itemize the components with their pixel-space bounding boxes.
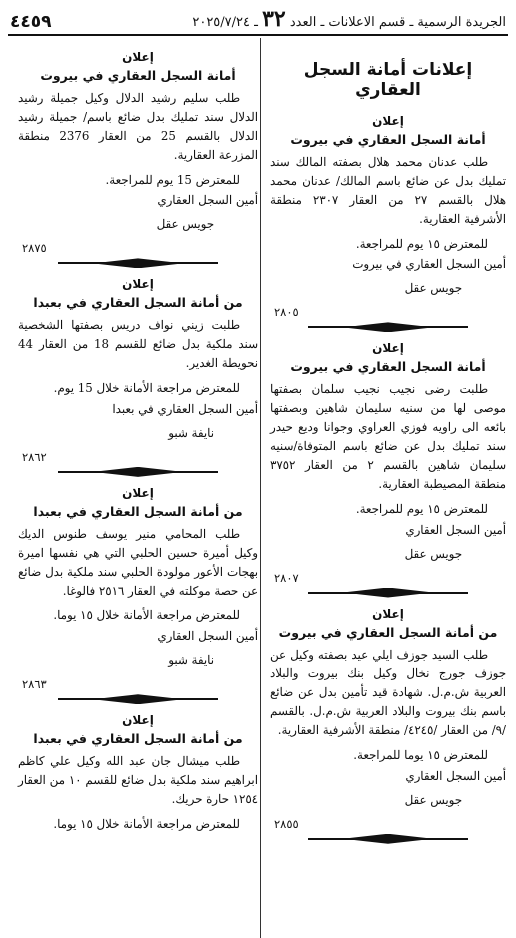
notice-body: طلبت رضى نجيب نجيب سلمان بصفتها موصى لها من سنيه سليمان شاهين وبصفتها بائعه الى راويه فوزي العراوي وجوانا وديع حيدر سند تمليك بدل عن ضائع باسم المتوفاة/سنيه سليمان شاهين بالقسم ٢ من العقار ٣٧٥٢ منطقة المصيطبة العقارية. bbox=[270, 382, 506, 491]
right-column bbox=[262, 38, 508, 843]
notice-body: طلبت زيني نواف دريس بصفتها الشخصية سند ملكية بدل ضائع للقسم 18 من العقار 44 نحويطة الغدير. bbox=[18, 318, 259, 371]
issue-number: ٣٢ bbox=[262, 6, 286, 32]
notice-label: إعلان bbox=[372, 341, 404, 356]
notice-signer bbox=[18, 193, 258, 231]
signer-title: أمين السجل العقاري في بيروت bbox=[352, 257, 506, 272]
notice-objection: للمعترض ١٥ يوم للمراجعة. bbox=[355, 501, 488, 516]
notice bbox=[270, 341, 506, 584]
signer-title: أمين السجل العقاري bbox=[157, 629, 258, 644]
divider bbox=[58, 470, 218, 474]
notice bbox=[18, 50, 258, 255]
notice-label: إعلان bbox=[372, 606, 404, 621]
notice-authority: من أمانة السجل العقاري في بعبدا bbox=[33, 503, 243, 519]
signer-title: أمين السجل العقاري bbox=[405, 768, 506, 783]
notice-label: إعلان bbox=[122, 277, 154, 292]
notice-label: إعلان bbox=[372, 114, 404, 128]
signer-name: جويس عقل bbox=[404, 546, 462, 561]
notice-authority: أمانة السجل العقاري في بيروت bbox=[290, 132, 486, 147]
notice-ref: ٢٨٠٥ bbox=[274, 305, 299, 320]
notice-body: طلب السيد جوزف ايلي عيد بصفته وكيل عن جوزف جورج نخال وكيل بنك بيروت والبلاد العربية ش.م.ل. شهادة قيد تأمين بدل عن ضائع باسم بنك بيروت والبلاد العربية ش.م.ل. بالقسم /٩/ من العقار /٤٢٤٥/ منطقة الأشرفية العقارية. bbox=[270, 647, 506, 737]
notice-label: إعلان bbox=[122, 50, 154, 64]
signer-title: أمين السجل العقاري bbox=[405, 522, 506, 537]
left-column bbox=[16, 38, 262, 843]
journal-title: الجريدة الرسمية ـ قسم الاعلانات ـ العدد bbox=[289, 15, 506, 30]
signer-title: أمين السجل العقاري في بعبدا bbox=[112, 401, 258, 416]
signer-name: جويس عقل bbox=[156, 217, 214, 232]
notice-authority: أمانة السجل العقاري في بيروت bbox=[40, 68, 236, 83]
notice-ref: ٢٨٦٣ bbox=[22, 677, 47, 692]
notice-body: طلب سليم رشيد الدلال وكيل جميلة رشيد الدلال سند تمليك بدل ضائع باسم/ جميلة رشيد الدلال بالقسم 25 من العقار 2376 منطقة المزرعة العقارية. bbox=[18, 91, 258, 162]
column-separator bbox=[260, 38, 261, 938]
notice-signer bbox=[270, 769, 506, 807]
notice-objection: للمعترض مراجعة الأمانة خلال ١٥ يوما. bbox=[53, 608, 240, 623]
notice-objection: للمعترض ١٥ يوم للمراجعة. bbox=[355, 236, 488, 251]
notice-objection: للمعترض مراجعة الأمانة خلال ١٥ يوما. bbox=[53, 816, 240, 831]
notice-authority: من أمانة السجل العقاري في بعبدا bbox=[33, 731, 243, 747]
notice-authority: من أمانة السجل العقاري في بيروت bbox=[278, 624, 498, 640]
issue-date: ـ ٢٠٢٥/٧/٢٤ bbox=[192, 15, 258, 30]
notice bbox=[18, 713, 258, 834]
section-title: إعلانات أمانة السجل العقاري bbox=[303, 60, 473, 100]
notice-body: طلب ميشال جان عبد الله وكيل علي كاظم ابراهيم سند ملكية بدل ضائع للقسم ١٠ من العقار ١٢٥٤ حارة حريك. bbox=[18, 754, 258, 806]
notice-label: إعلان bbox=[122, 713, 154, 728]
notice-objection: للمعترض ١٥ يوما للمراجعة. bbox=[353, 747, 488, 762]
columns bbox=[8, 38, 508, 843]
divider bbox=[58, 261, 218, 265]
divider bbox=[308, 325, 468, 329]
notice-body: طلب عدنان محمد هلال بصفته المالك سند تمليك بدل عن ضائع باسم المالك/ عدنان محمد هلال بالقسم ٢٧ من العقار ٢٣٠٧ منطقة الأشرفية العقارية. bbox=[270, 155, 506, 226]
notice-authority: أمانة السجل العقاري في بيروت bbox=[290, 359, 486, 375]
notice bbox=[18, 486, 258, 691]
divider bbox=[308, 837, 468, 841]
page-header bbox=[8, 6, 508, 36]
notice-ref: ٢٨٥٥ bbox=[274, 816, 299, 831]
notice-ref: ٢٨٦٢ bbox=[22, 449, 47, 464]
notice-signer bbox=[18, 629, 258, 667]
notice bbox=[270, 114, 506, 319]
signer-name: جويس عقل bbox=[404, 281, 462, 296]
signer-name: نايفة شبو bbox=[168, 425, 214, 440]
page-number: ٤٤٥٩ bbox=[10, 12, 52, 32]
signer-title: أمين السجل العقاري bbox=[157, 193, 258, 208]
notice-ref: ٢٨٠٧ bbox=[274, 570, 299, 585]
notice-signer bbox=[270, 523, 506, 561]
divider bbox=[58, 697, 218, 701]
notice-body: طلب المحامي منير يوسف طنوس الديك وكيل أميرة حسين الحلبي التي هي نفسها اميرة بهجات الأعور مولودة الحلبي سند ملكية بدل ضائع عن حصة موكلته في العقار ٢٥١٦ فالوغا. bbox=[18, 526, 258, 598]
notice-label: إعلان bbox=[122, 485, 154, 500]
notice-objection: للمعترض 15 يوم للمراجعة. bbox=[105, 172, 240, 187]
notice-signer bbox=[270, 257, 506, 295]
notice bbox=[18, 277, 258, 464]
divider bbox=[308, 591, 468, 595]
notice-signer bbox=[18, 402, 258, 440]
notice bbox=[270, 607, 506, 831]
notice-authority: من أمانة السجل العقاري في بعبدا bbox=[33, 295, 243, 311]
notice-objection: للمعترض مراجعة الأمانة خلال 15 يوم. bbox=[53, 381, 240, 395]
notice-ref: ٢٨٧٥ bbox=[22, 241, 47, 256]
header-title bbox=[192, 6, 506, 32]
signer-name: جويس عقل bbox=[404, 792, 462, 807]
signer-name: نايفة شبو bbox=[168, 653, 214, 668]
